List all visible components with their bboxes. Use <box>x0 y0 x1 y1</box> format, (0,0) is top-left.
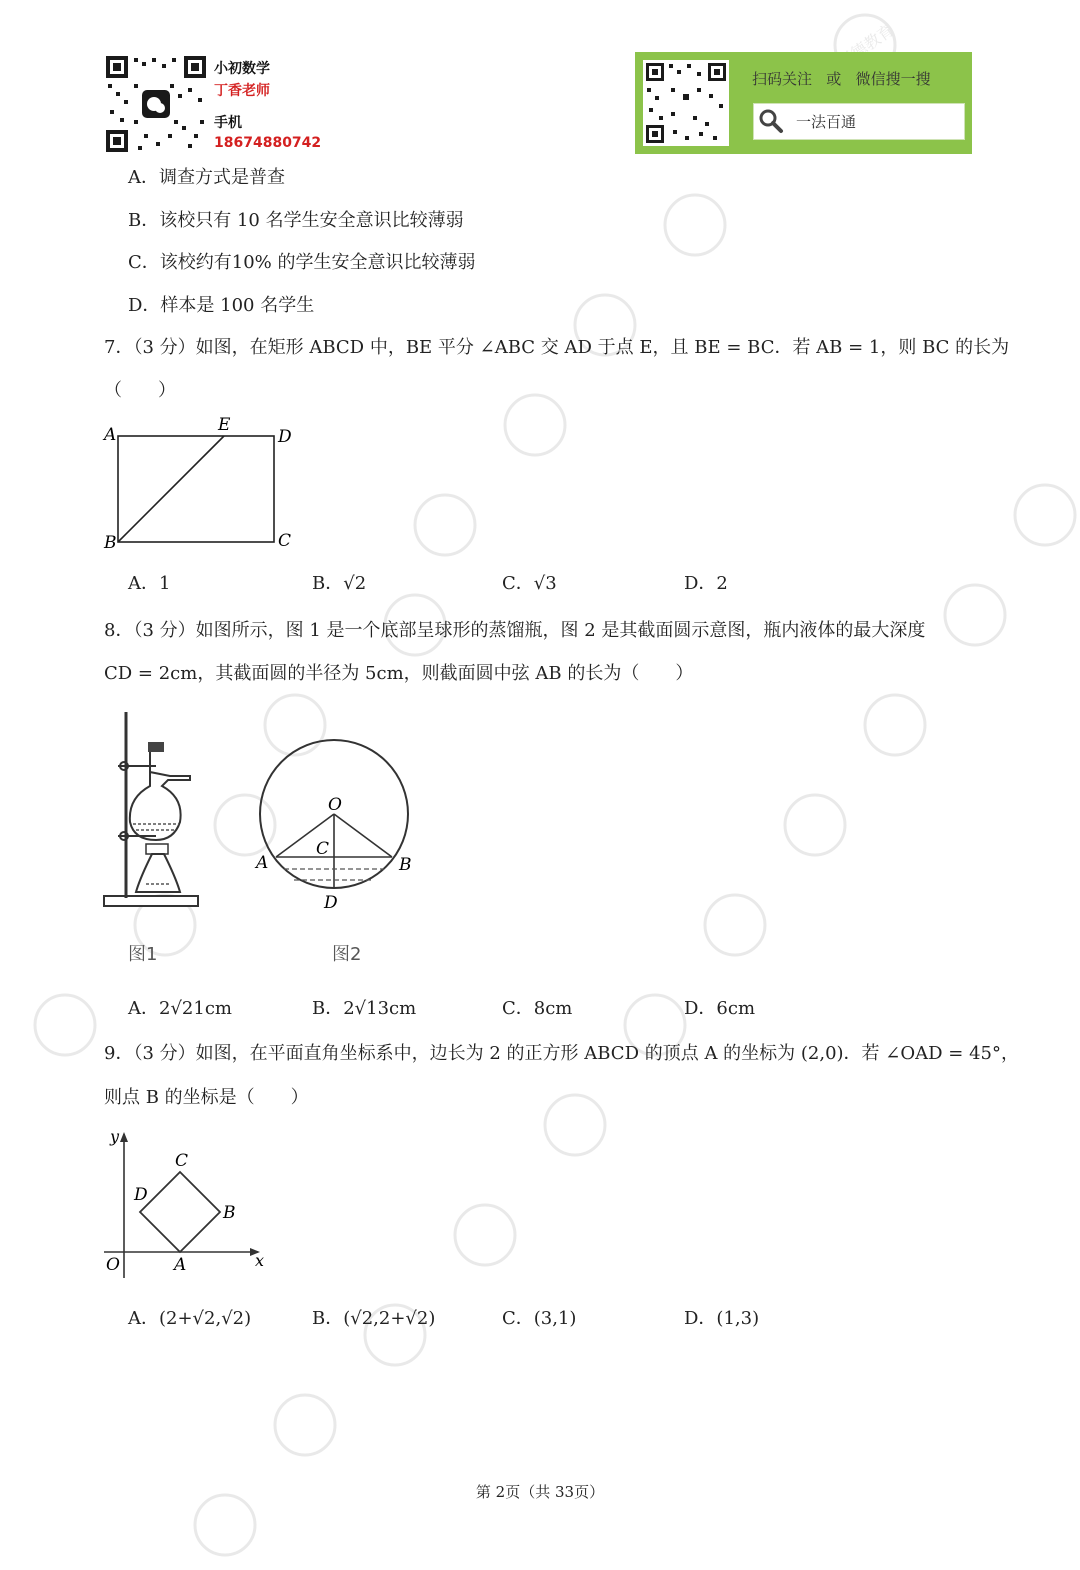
q9-label-b: B <box>223 1203 236 1223</box>
square-abcd <box>140 1172 220 1252</box>
q9-label-o: O <box>106 1255 120 1275</box>
watermark-logo-icon <box>530 1080 620 1170</box>
wechat-search-box[interactable] <box>753 103 965 140</box>
q8-figure-2 <box>250 730 420 966</box>
banner-prompt: 扫码关注 或 微信搜一搜 <box>752 70 931 88</box>
q9-label-c: C <box>175 1151 189 1171</box>
q7-bracket: （ ） <box>104 380 176 401</box>
q9-figure <box>100 1124 280 1280</box>
search-box-text: 一法百通 <box>796 113 857 131</box>
watermark-logo-icon <box>400 480 490 570</box>
watermark-logo-icon <box>350 1290 440 1380</box>
qr-code-icon <box>104 54 208 154</box>
q9-stem-line2: 则点 B 的坐标是（ ） <box>104 1087 309 1108</box>
q9-option-a: A．(2+√2,√2) <box>128 1308 252 1329</box>
q9-option-b: B．(√2,2+√2) <box>312 1308 436 1329</box>
watermark-logo-icon <box>490 380 580 470</box>
watermark-logo-icon <box>930 570 1020 660</box>
fig2-label-a: A <box>256 853 269 873</box>
q9-option-d: D．(1,3) <box>684 1308 760 1329</box>
watermark-logo-icon <box>440 1190 530 1280</box>
watermark-logo-icon <box>770 780 860 870</box>
fig2-label-c: C <box>316 839 330 859</box>
q7-option-d: D．2 <box>684 573 728 594</box>
q7-rectangle <box>118 436 274 542</box>
watermark-text: 百德教育 <box>834 20 898 73</box>
q7-option-b: B．√2 <box>312 573 367 594</box>
q6-option-c: C．该校约有10% 的学生安全意识比较薄弱 <box>128 252 476 273</box>
alcohol-lamp <box>136 854 180 892</box>
wire-gauze <box>146 844 168 854</box>
flask-stopper <box>148 742 164 752</box>
watermark-logo-icon <box>650 180 740 270</box>
search-icon <box>758 108 784 134</box>
q9-label-y: y <box>110 1127 120 1146</box>
q8-option-b: B．2√13cm <box>312 998 417 1019</box>
brand-teacher: 丁香老师 <box>214 83 270 99</box>
q7-stem: 7．（3 分）如图，在矩形 ABCD 中，BE 平分 ∠ABC 交 AD 于点 E，且 BE = BC．若 AB = 1，则 BC 的长为 <box>104 337 1010 358</box>
watermark-logo-icon <box>260 1380 350 1470</box>
q6-option-a: A．调查方式是普查 <box>128 167 285 188</box>
q8-stem-line1: 8．（3 分）如图所示，图 1 是一个底部呈球形的蒸馏瓶，图 2 是其截面圆示意图，瓶内液体的最大深度 <box>104 620 926 641</box>
q7-label-d: D <box>278 427 292 447</box>
q7-segment-be <box>118 436 224 542</box>
fig2-label-d: D <box>324 893 338 913</box>
header-brand <box>104 54 322 154</box>
q9-label-a: A <box>174 1255 187 1275</box>
q8-figure-1 <box>100 706 220 966</box>
q9-stem-line1: 9．（3 分）如图，在平面直角坐标系中，边长为 2 的正方形 ABCD 的顶点 A 的坐标为 (2,0)．若 ∠OAD = 45°， <box>104 1043 1019 1064</box>
q7-label-a: A <box>104 425 117 445</box>
fig2-label-b: B <box>399 855 412 875</box>
q9-option-c: C．(3,1) <box>502 1308 577 1329</box>
fig1-caption: 图1 <box>128 944 158 965</box>
brand-name: 小初数学 <box>214 61 270 77</box>
brand-phone-number: 18674880742 <box>214 135 322 151</box>
q7-label-b: B <box>104 533 117 553</box>
watermark-logo-icon <box>1000 470 1080 560</box>
q8-stem-line2: CD = 2cm，其截面圆的半径为 5cm，则截面圆中弦 AB 的长为（ ） <box>104 663 694 684</box>
q6-option-d: D．样本是 100 名学生 <box>128 295 315 316</box>
q7-label-c: C <box>278 531 292 551</box>
watermark-logo-icon <box>690 880 780 970</box>
q7-figure <box>100 412 300 554</box>
fig2-label-o: O <box>328 795 342 815</box>
watermark-logo-icon <box>20 980 110 1070</box>
q7-option-a: A．1 <box>128 573 171 594</box>
q8-option-d: D．6cm <box>684 998 756 1019</box>
q8-option-c: C．8cm <box>502 998 573 1019</box>
q8-option-a: A．2√21cm <box>128 998 232 1019</box>
page-footer: 第 2页（共 33页） <box>475 1483 605 1501</box>
stand-base <box>104 896 198 906</box>
brand-phone-label: 手机 <box>214 115 242 131</box>
q7-option-c: C．√3 <box>502 573 557 594</box>
q7-label-e: E <box>218 415 231 435</box>
fig2-caption: 图2 <box>332 944 362 965</box>
q6-option-b: B．该校只有 10 名学生安全意识比较薄弱 <box>128 210 464 231</box>
qr-code-icon <box>643 60 729 146</box>
q9-label-d: D <box>134 1185 148 1205</box>
watermark-logo-icon <box>850 680 940 770</box>
q9-label-x: x <box>255 1251 265 1270</box>
